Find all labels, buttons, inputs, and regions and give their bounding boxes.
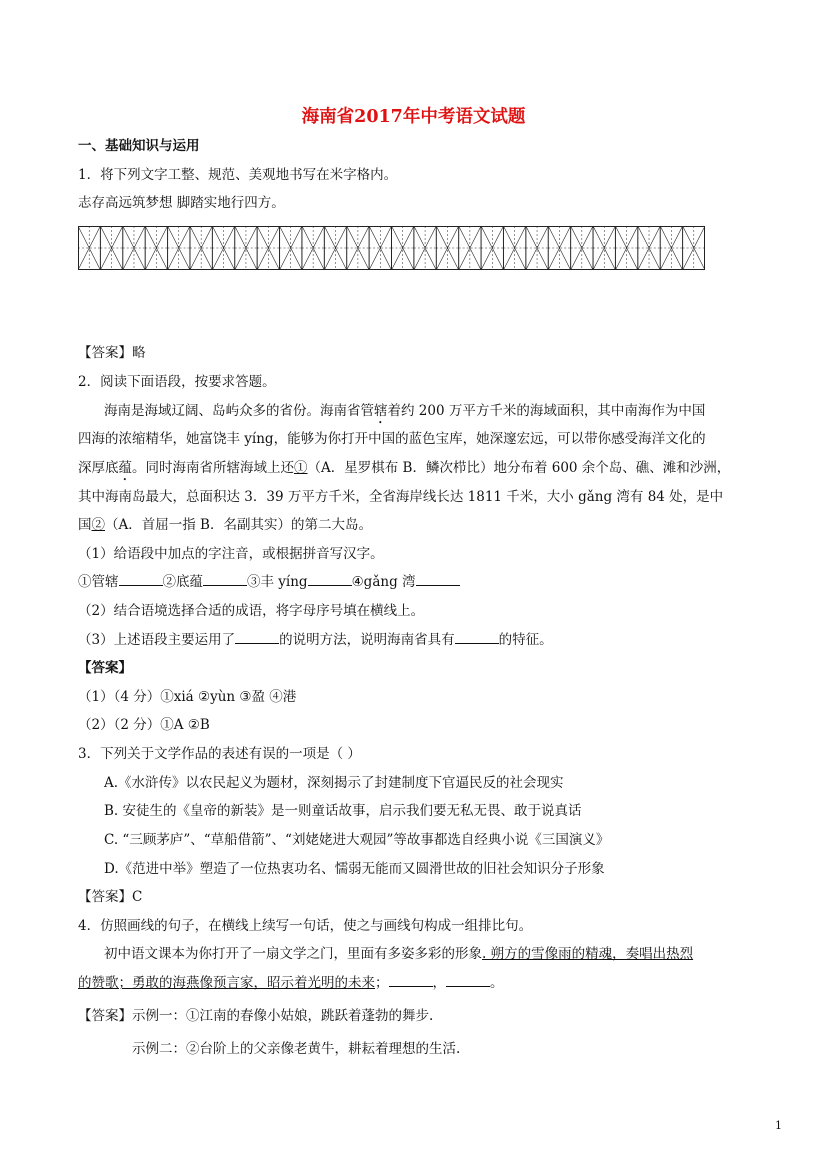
- section-heading: 一、基础知识与运用: [78, 138, 200, 154]
- q3-option-a: A.《水浒传》以农民起义为题材，深刻揭示了封建制度下官逼民反的社会现实: [104, 775, 564, 791]
- text-span: ，: [432, 975, 446, 991]
- q1-stem: 1．将下列文字工整、规范、美观地书写在米字格内。: [78, 167, 398, 183]
- text-span: 的特征。: [498, 632, 553, 648]
- answer-blank[interactable]: [203, 573, 247, 586]
- item-label: ②底蕴: [162, 574, 203, 590]
- text-span: 海南是海域辽阔、岛屿众多的省份。海南省管: [104, 403, 374, 419]
- answer-blank[interactable]: [416, 573, 460, 586]
- q3-option-d: D.《范进中举》塑造了一位热衷功名、懦弱无能而又圆滑世故的旧社会知识分子形象: [104, 861, 605, 877]
- text-span: 。: [490, 975, 504, 991]
- text-span: 国: [78, 517, 92, 533]
- q2-answer-2: （2）（2 分）①A ②B: [78, 717, 210, 733]
- q3-option-b: B. 安徒生的《皇帝的新装》是一则童话故事，启示我们要无私无畏、敢于说真话: [104, 803, 582, 819]
- text-span: （3）上述语段主要运用了: [78, 632, 236, 648]
- page-number: 1: [775, 1119, 782, 1132]
- q2-stem: 2．阅读下面语段，按要求答题。: [78, 374, 276, 390]
- q2-sub3: [78, 631, 553, 649]
- q1-text: 志存高远筑梦想 脚踏实地行四方。: [78, 195, 285, 211]
- answer-blank[interactable]: [446, 974, 490, 987]
- q4-answer-1: 【答案】示例一：①江南的春像小姑娘，跳跃着蓬勃的舞步.: [78, 1008, 434, 1024]
- q2-paragraph-line2: 四海的浓缩精华，她富饶丰 yíng，能够为你打开中国的蓝色宝库，她深邃宏远，可以带你感受海洋文化的: [78, 431, 706, 447]
- item-label: ①管辖: [78, 574, 119, 590]
- q3-answer: 【答案】C: [78, 889, 143, 905]
- q2-paragraph-line1: [104, 402, 705, 427]
- text-span: （A．星罗棋布 B．鳞次栉比）地分布着 600 余个岛、礁、滩和沙洲，: [307, 460, 731, 476]
- q1-answer: 【答案】略: [78, 345, 146, 361]
- q4-answer-2: 示例二：②台阶上的父亲像老黄牛，耕耘着理想的生活.: [132, 1041, 461, 1057]
- q4-stem: 4．仿照画线的句子，在横线上续写一句话，使之与画线句构成一组排比句。: [78, 918, 533, 934]
- text-span: 深厚底: [78, 460, 119, 476]
- q3-option-c: C. “三顾茅庐”、“草船借箭”、“刘姥姥进大观园”等故事都选自经典小说《三国演义》: [104, 832, 610, 848]
- answer-blank[interactable]: [235, 631, 279, 644]
- q4-paragraph-line2: [78, 974, 504, 992]
- q2-paragraph-line4: 其中海南岛最大，总面积达 3．39 万平方千米，全省海岸线长达 1811 千米，大小 gǎng 湾有 84 处，是中: [78, 489, 724, 505]
- blank-mark-2: ②: [91, 517, 105, 533]
- q2-paragraph-line5: [78, 516, 372, 534]
- underlined-sentence: . 朔方的雪像雨的精魂，奏唱出热烈: [482, 946, 694, 962]
- answer-blank[interactable]: [308, 573, 352, 586]
- item-label: ④gǎng 湾: [351, 574, 416, 590]
- dotted-char: 辖: [374, 403, 388, 419]
- q2-answer-1: （1）（4 分）①xiá ②yùn ③盈 ④港: [78, 689, 297, 705]
- q2-answer-label: 【答案】: [78, 660, 132, 676]
- q2-paragraph-line3: [78, 459, 730, 484]
- q4-paragraph-line1: [104, 945, 693, 963]
- q2-sub2: （2）结合语境选择合适的成语，将字母序号填在横线上。: [78, 603, 425, 619]
- text-span: 的说明方法，说明海南省具有: [279, 632, 455, 648]
- writing-grid: [78, 226, 705, 270]
- text-span: 。同时海南省所辖海域上还: [132, 460, 294, 476]
- answer-blank[interactable]: [389, 974, 433, 987]
- text-span: （A．首屈一指 B．名副其实）的第二大岛。: [105, 517, 372, 533]
- underlined-sentence: 的赞歌；勇敢的海燕像预言家，昭示着光明的未来: [78, 975, 375, 991]
- text-span: 初中语文课本为你打开了一扇文学之门，里面有多姿多彩的形象: [104, 946, 482, 962]
- text-span: 着约 200 万平方千米的海域面积，其中南海作为中国: [387, 403, 706, 419]
- q2-sub1-items: [78, 573, 460, 591]
- answer-blank[interactable]: [119, 573, 163, 586]
- dotted-char: 蕴: [118, 460, 132, 476]
- text-span: ；: [375, 975, 389, 991]
- answer-blank[interactable]: [455, 631, 499, 644]
- q3-stem: 3．下列关于文学作品的表述有误的一项是（ ）: [78, 746, 361, 762]
- item-label: ③丰 yíng: [247, 574, 308, 590]
- page-title: 海南省2017年中考语文试题: [301, 107, 526, 127]
- blank-mark-1: ①: [294, 460, 308, 476]
- q2-sub1: （1）给语段中加点的字注音，或根据拼音写汉字。: [78, 546, 384, 562]
